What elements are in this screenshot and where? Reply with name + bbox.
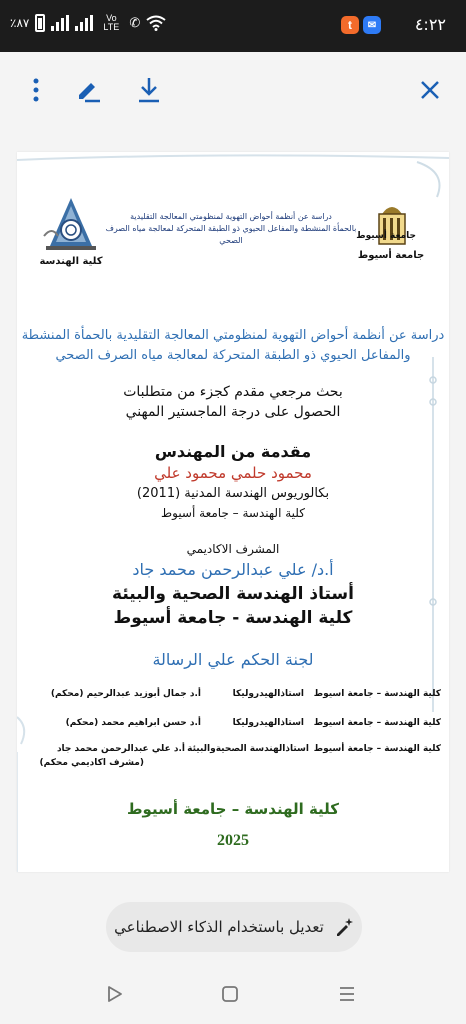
purpose-line-1: بحث مرجعي مقدم كجزء من متطلبات xyxy=(123,384,343,400)
assiut-university-logo xyxy=(356,200,416,248)
clock: ٤:٢٢ xyxy=(414,15,446,34)
close-button[interactable] xyxy=(412,72,448,108)
committee-name-2: أ.د حسن ابراهيم محمد (محكم) xyxy=(65,718,201,728)
close-icon xyxy=(419,79,441,101)
battery-icon xyxy=(35,14,45,32)
edit-button[interactable] xyxy=(70,72,106,108)
download-icon xyxy=(136,76,162,104)
recents-button[interactable] xyxy=(335,982,359,1006)
author-affiliation: كلية الهندسة – جامعة أسيوط xyxy=(161,506,305,520)
ai-edit-button[interactable] xyxy=(106,902,362,952)
footer-affiliation: كلية الهندسة – جامعة أسيوط xyxy=(126,800,340,818)
home-icon xyxy=(221,985,239,1003)
wifi-icon xyxy=(146,15,166,31)
edit-icon xyxy=(74,76,102,104)
document-year: 2025 xyxy=(217,832,249,849)
status-bar xyxy=(0,0,466,52)
committee-title: لجنة الحكم علي الرسالة xyxy=(152,650,314,669)
author-degree: بكالوريوس الهندسة المدنية (2011) xyxy=(136,486,330,501)
signal-icon xyxy=(51,15,69,31)
header-title-line-1: دراسة عن أنظمة أحواض التهوية لمنظومتي المعالجة التقليدية xyxy=(130,212,332,221)
more-options-icon xyxy=(33,78,39,102)
ai-edit-label: تعديل باستخدام الذكاء الاصطناعي xyxy=(114,918,324,936)
viewer-toolbar xyxy=(0,52,466,128)
logo-right-caption: جامعة أسيوط xyxy=(357,250,425,261)
main-title-line-1: دراسة عن أنظمة أحواض التهوية لمنظومتي المعالجة التقليدية بالحمأة المنشطة xyxy=(21,328,445,343)
committee-note-3: (مشرف اكاديمي محكم) xyxy=(39,758,144,768)
document-page[interactable] xyxy=(17,152,449,872)
call-icon: ✆ xyxy=(129,15,141,31)
author-name: محمود حلمي محمود علي xyxy=(154,464,312,482)
supervisor-title: أستاذ الهندسة الصحية والبيئة xyxy=(112,584,354,604)
logo-lettering: جامعة أسيوط xyxy=(356,231,416,241)
status-indicators xyxy=(10,14,166,32)
committee-org-2: كلية الهندسة – جامعة اسيوط xyxy=(313,718,441,728)
supervisor-label: المشرف الاكاديمي xyxy=(186,542,280,556)
main-title-line-2: والمفاعل الحيوي ذو الطبقة المتحركة لمعالجة مياه الصرف الصحي xyxy=(55,348,411,363)
download-button[interactable] xyxy=(131,72,167,108)
messenger-icon: ✉ xyxy=(363,16,381,34)
volte-indicator: Vo LTE xyxy=(103,13,120,32)
recents-icon xyxy=(338,986,356,1002)
committee-org-1: كلية الهندسة – جامعة اسيوط xyxy=(313,689,441,699)
battery-percent: ٪٨٧ xyxy=(10,16,30,30)
more-options-button[interactable] xyxy=(18,72,54,108)
ai-edit-icon xyxy=(334,917,354,937)
committee-position-1: استاذالهيدروليكا xyxy=(232,689,304,699)
notification-apps xyxy=(341,16,381,34)
back-button[interactable] xyxy=(103,982,127,1006)
header-title-line-2: بالحمأة المنشطة والمفاعل الحيوي ذو الطبقة المتحركة لمعالجة مياه الصرف xyxy=(105,224,357,233)
committee-name-1: أ.د جمال أبوزيد عبدالرحيم (محكم) xyxy=(50,689,201,699)
home-button[interactable] xyxy=(218,982,242,1006)
committee-position-3: استاذالهندسة الصحيةوالبيئة xyxy=(187,744,309,754)
presented-by: مقدمة من المهندس xyxy=(154,442,312,461)
header-title-line-3: الصحي xyxy=(219,236,243,245)
supervisor-name: أ.د/ علي عبدالرحمن محمد جاد xyxy=(132,560,334,579)
committee-org-3: كلية الهندسة – جامعة أسيوط xyxy=(313,744,441,754)
faculty-engineering-logo xyxy=(42,196,100,252)
system-nav-bar xyxy=(0,960,466,1024)
committee-name-3: أ.د علي عبدالرحمن محمد جاد xyxy=(56,744,185,754)
purpose-line-2: الحصول على درجة الماجستير المهني xyxy=(125,404,341,420)
logo-left-caption: كلية الهندسة xyxy=(39,256,103,267)
committee-position-2: استاذالهيدروليكا xyxy=(232,718,304,728)
signal-icon-2 xyxy=(75,15,93,31)
back-icon xyxy=(107,985,123,1003)
supervisor-affiliation: كلية الهندسة - جامعة أسيوط xyxy=(113,608,353,628)
t-app-icon: t xyxy=(341,16,359,34)
